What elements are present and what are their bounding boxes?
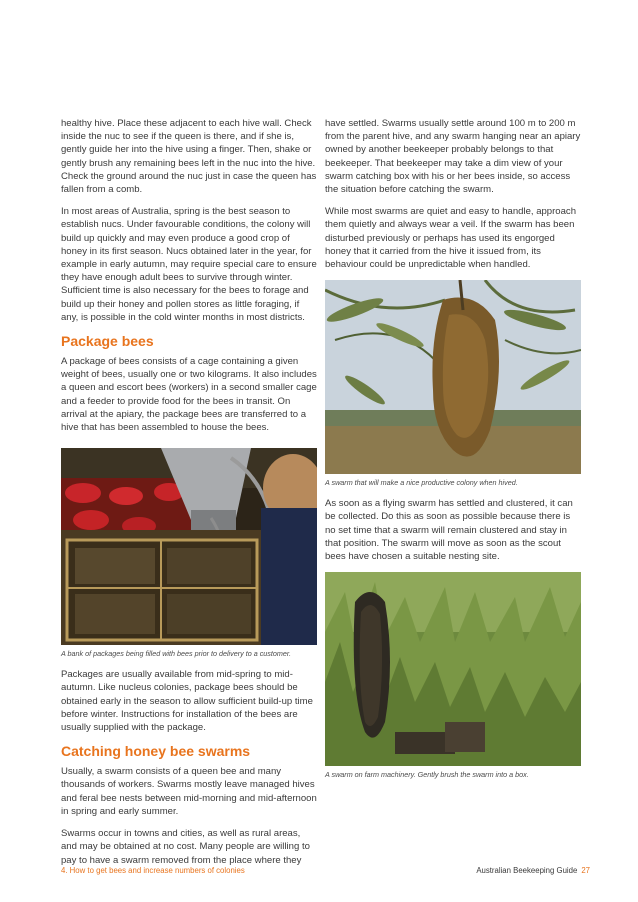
paragraph-spring-season: In most areas of Australia, spring is the best season to establish nucs. Under favourable conditions, the colony will build up quickly and may even produce a good crop of honey in its first season. Nucs obtained later in the year, for example in early autumn, may require special care to ensure they have enough adult bees to survive through winter. Sufficient time is also necessary for the bees to forage and build up their honey and pollen stores as little foraging, if any, is possible in the cold winter months in most districts.	[61, 206, 317, 323]
page-number: 27	[581, 866, 590, 875]
swarm-tree-image	[325, 280, 581, 474]
caption-swarm-machinery: A swarm on farm machinery. Gently brush the swarm into a box.	[325, 770, 529, 780]
left-column	[61, 117, 317, 876]
paragraph-nuc-intro: healthy hive. Place these adjacent to each hive wall. Check inside the nuc to see if the queen is there, and if she is, gently guide her into the hive using a finger. Then, shake or gently brush any remaining bees left in the nuc into the hive. Check the ground around the nuc just in case the queen has fallen from a comb.	[61, 118, 317, 196]
paragraph-packages-available: Packages are usually available from mid-spring to mid-autumn. Like nucleus colonies, package bees should be obtained early in the season to allow sufficient build-up time before winter. Instructions for installation of the bees are usually supplied with the package.	[61, 669, 313, 734]
heading-catching-swarms: Catching honey bee swarms	[61, 743, 251, 760]
paragraph-package-bees: A package of bees consists of a cage containing a given weight of bees, usually one or two kilograms. It also includes a queen and escort bees (workers) in a second smaller cage and a feeder to provide food for the bees in transit. On arrival at the apiary, the package bees are transferred to a hive that has been assembled to house the bees.	[61, 356, 317, 434]
right-column	[325, 117, 581, 789]
paragraph-swarm-quiet: While most swarms are quiet and easy to handle, approach them quietly and always wear a veil. If the swarm has been disturbed previously or perhaps has used its engorged honey that it carried from the hive it issued from, its behaviour could be unpredictable when handled.	[325, 206, 577, 271]
package-bank-image	[61, 448, 317, 645]
paragraph-swarm-occurrence: Swarms occur in towns and cities, as well as rural areas, and may be obtained at no cost. Many people are willing to pay to have a swarm removed from the place where they	[61, 828, 310, 866]
footer-guide-title: Australian Beekeeping Guide	[476, 866, 578, 875]
photo-package-bank	[61, 448, 317, 645]
photo-swarm-tree	[325, 280, 581, 474]
paragraph-swarm-settled: have settled. Swarms usually settle around 100 m to 200 m from the parent hive, and any swarm hanging near an apiary owned by another beekeeper probably belongs to that beekeeper. That beekeeper may take a dim view of your swarm catching box with his or her bees inside, so access the situation before catching the swarm.	[325, 118, 581, 196]
caption-swarm-tree: A swarm that will make a nice productive colony when hived.	[325, 478, 518, 488]
caption-package-bank: A bank of packages being filled with bees prior to delivery to a customer.	[61, 649, 291, 659]
footer-chapter-title: 4. How to get bees and increase numbers of colonies	[61, 866, 245, 875]
footer-guide	[476, 866, 590, 875]
swarm-machinery-image	[325, 572, 581, 766]
paragraph-swarm-clustered: As soon as a flying swarm has settled and clustered, it can be collected. Do this as soon as possible because there is no set time that a swarm will remain clustered and stay in that position. The swarm will move as soon as the scout bees have chosen a suitable nesting site.	[325, 498, 573, 563]
photo-swarm-machinery	[325, 572, 581, 766]
heading-package-bees: Package bees	[61, 333, 154, 350]
paragraph-swarm-definition: Usually, a swarm consists of a queen bee and many thousands of workers. Swarms mostly leave managed hives and feral bee nests between mid-morning and mid-afternoon in spring and early summer.	[61, 766, 317, 817]
